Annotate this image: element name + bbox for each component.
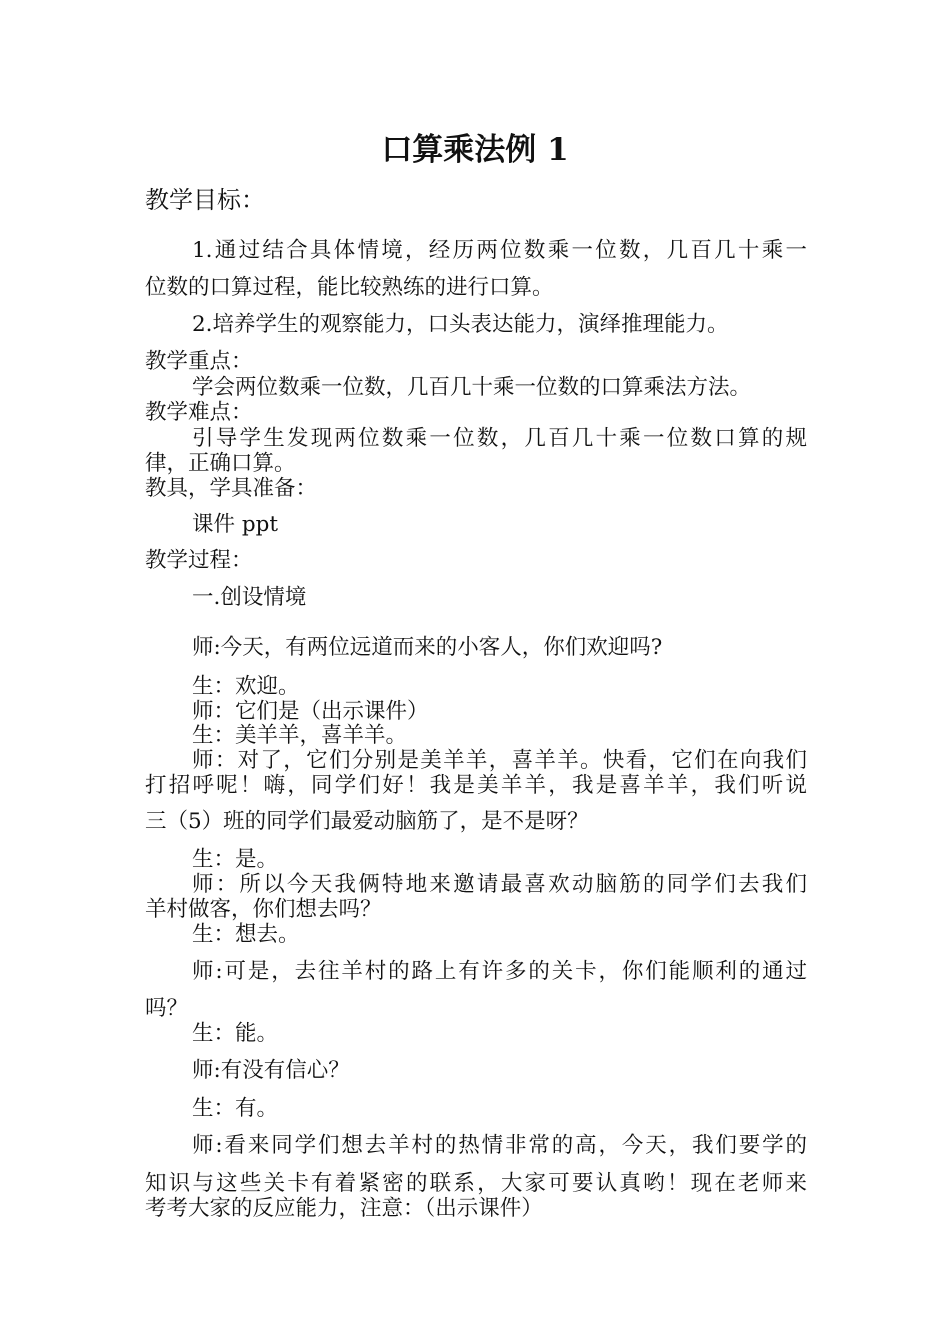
goals-heading: 教学目标：	[145, 186, 265, 214]
goal-item-2: 2.培养学生的观察能力，口头表达能力，演绎推理能力。	[192, 312, 729, 337]
goal-item-1-line-2: 位数的口算过程，能比较熟练的进行口算。	[145, 275, 554, 300]
tools-heading: 教具，学具准备：	[145, 476, 318, 501]
dialogue-line: 羊村做客，你们想去吗？	[145, 897, 382, 922]
process-section-1: 一.创设情境	[192, 585, 307, 610]
difficult-points-line-1: 引导学生发现两位数乘一位数，几百几十乘一位数口算的规	[192, 426, 807, 451]
dialogue-line: 打招呼呢！嗨，同学们好！我是美羊羊，我是喜羊羊，我们听说	[145, 773, 807, 798]
dialogue-line: 师：它们是（出示课件）	[192, 699, 429, 724]
dialogue-line: 考考大家的反应能力，注意：（出示课件）	[145, 1196, 543, 1221]
dialogue-line: 三（5）班的同学们最爱动脑筋了，是不是呀？	[145, 809, 589, 834]
dialogue-line: 生：欢迎。	[192, 674, 300, 699]
dialogue-line: 师:可是，去往羊村的路上有许多的关卡，你们能顺利的通过	[192, 959, 807, 984]
process-heading: 教学过程：	[145, 548, 253, 573]
dialogue-line: 生：是。	[192, 847, 279, 872]
difficult-points-line-2: 律，正确口算。	[145, 451, 296, 476]
dialogue-line: 生：美羊羊，喜羊羊。	[192, 723, 408, 748]
dialogue-line: 师：所以今天我俩特地来邀请最喜欢动脑筋的同学们去我们	[192, 872, 807, 897]
dialogue-line: 师:有没有信心？	[192, 1058, 350, 1083]
difficult-points-heading: 教学难点：	[145, 400, 253, 425]
tools-text: 课件 ppt	[192, 512, 279, 537]
dialogue-line: 师：对了，它们分别是美羊羊，喜羊羊。快看，它们在向我们	[192, 748, 807, 773]
document-title: 口算乘法例 1	[381, 132, 569, 168]
key-points-text: 学会两位数乘一位数，几百几十乘一位数的口算乘法方法。	[192, 375, 752, 400]
dialogue-line: 生：能。	[192, 1021, 279, 1046]
dialogue-line: 吗？	[145, 996, 189, 1021]
dialogue-line: 知识与这些关卡有着紧密的联系，大家可要认真哟！现在老师来	[145, 1171, 807, 1196]
key-points-heading: 教学重点：	[145, 349, 253, 374]
dialogue-line: 生：有。	[192, 1096, 279, 1121]
dialogue-line: 师:看来同学们想去羊村的热情非常的高，今天，我们要学的	[192, 1133, 807, 1158]
dialogue-line: 师:今天，有两位远道而来的小客人，你们欢迎吗?	[192, 635, 663, 660]
goal-item-1-line-1: 1.通过结合具体情境，经历两位数乘一位数，几百几十乘一	[192, 238, 807, 263]
dialogue-line: 生：想去。	[192, 922, 300, 947]
